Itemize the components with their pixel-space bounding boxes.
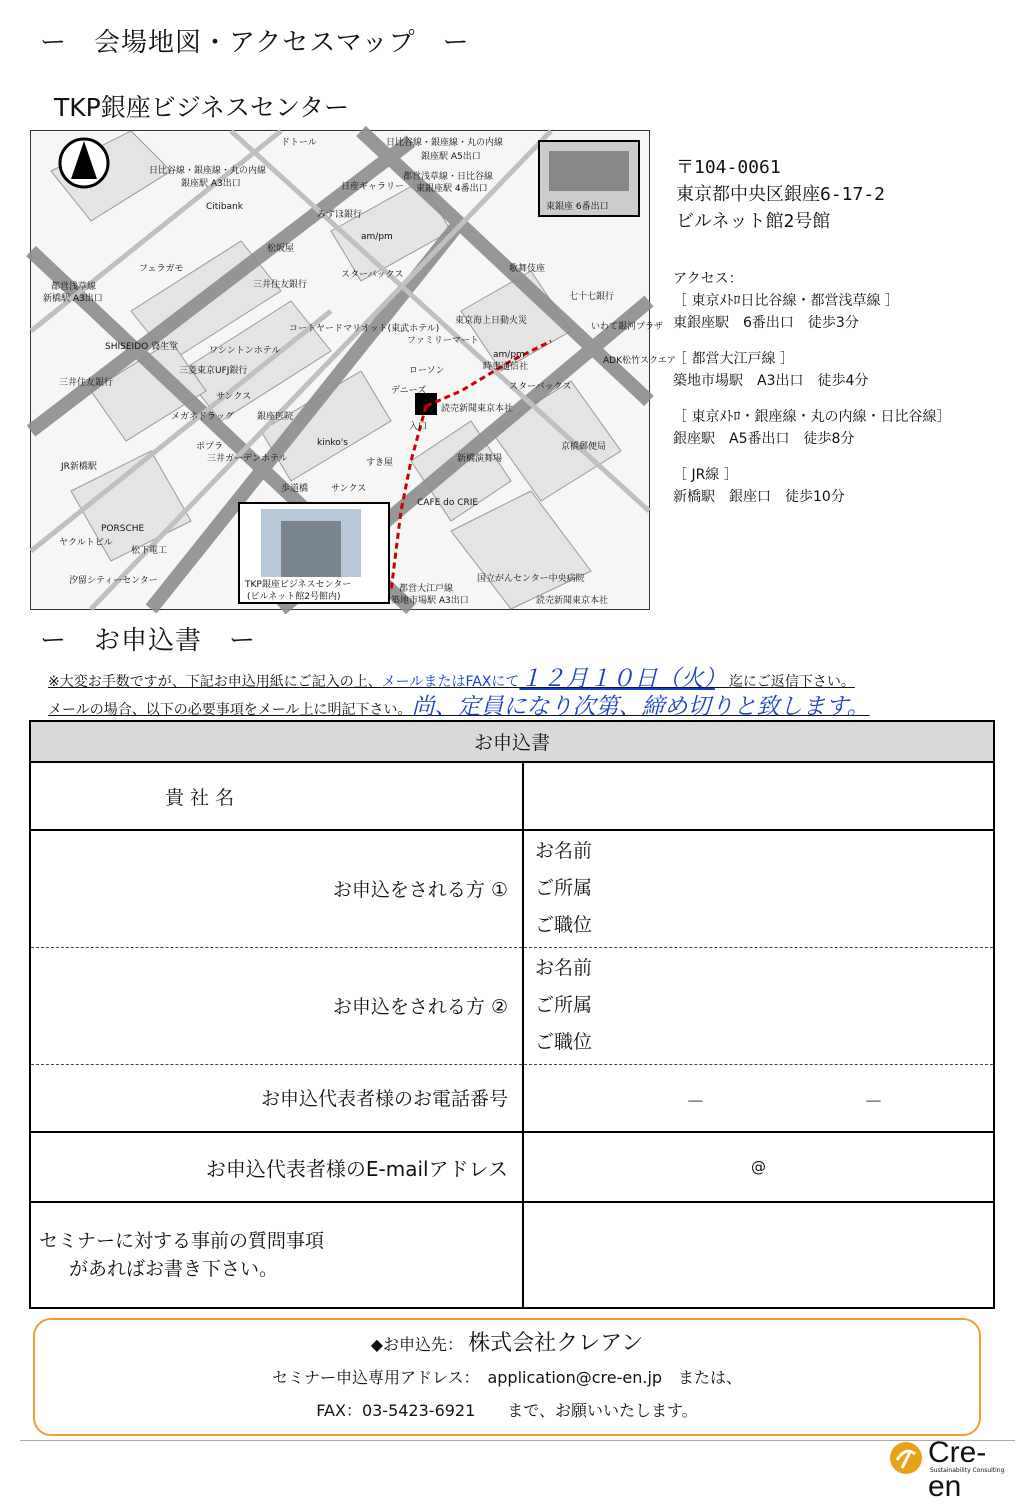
svg-text:銀座医院: 銀座医院	[257, 412, 294, 422]
route-station: 新橋駅 銀座口 徒歩10分	[673, 489, 845, 505]
svg-text:読売新聞東京本社: 読売新聞東京本社	[441, 404, 514, 414]
svg-text:スターバックス: スターバックス	[341, 270, 404, 280]
address-block	[676, 154, 1016, 235]
contact-heading	[35, 1326, 979, 1357]
map-graphic	[31, 131, 676, 609]
svg-text:日産ギャラリー: 日産ギャラリー	[341, 182, 405, 192]
svg-text:ファミリーマート: ファミリーマート	[407, 336, 479, 346]
access-info	[673, 268, 1018, 508]
svg-text:三菱東京UFJ銀行: 三菱東京UFJ銀行	[179, 366, 248, 376]
contact-company: 株式会社クレアン	[468, 1331, 644, 1356]
deadline-date: １２月１０日（火）	[519, 666, 715, 692]
svg-text:東銀座駅 4番出口: 東銀座駅 4番出口	[416, 184, 488, 194]
email-at-sign: @	[751, 1158, 766, 1176]
phone-separator: －	[686, 1090, 706, 1113]
svg-text:サンクス: サンクス	[331, 484, 367, 494]
svg-text:TKP銀座ビジネスセンター: TKP銀座ビジネスセンター	[245, 580, 352, 590]
questions-field[interactable]	[523, 1202, 994, 1308]
svg-text:コートヤードマリオット(東武ホテル): コートヤードマリオット(東武ホテル)	[289, 324, 440, 334]
svg-text:メガネドラッグ: メガネドラッグ	[171, 412, 234, 422]
svg-text:松下電工: 松下電工	[131, 546, 168, 556]
department-field-label: ご所属	[535, 877, 593, 900]
phone-field[interactable]	[523, 1064, 994, 1132]
application-form	[29, 720, 995, 1309]
applicant-1-field[interactable]	[523, 830, 994, 947]
svg-text:スターバックス: スターバックス	[509, 382, 572, 392]
contact-box	[33, 1318, 981, 1436]
form-header: お申込書	[30, 721, 994, 762]
svg-text:サンクス: サンクス	[216, 392, 252, 402]
svg-text:都営浅草線: 都営浅草線	[51, 282, 97, 292]
address-line-2: ビルネット館2号館	[676, 211, 831, 232]
svg-text:歩道橋: 歩道橋	[281, 484, 309, 494]
svg-text:ドトール: ドトール	[281, 138, 317, 148]
svg-text:歌舞伎座: 歌舞伎座	[509, 264, 546, 274]
route-station: 築地市場駅 A3出口 徒歩4分	[673, 373, 869, 389]
svg-text:入口: 入口	[409, 422, 428, 432]
phone-label: お申込代表者様のお電話番号	[30, 1064, 523, 1132]
logo-name: Cre-en	[928, 1436, 987, 1503]
section-title-venue: ー 会場地図・アクセスマップ ー	[40, 28, 470, 58]
svg-text:新橋駅 A3出口: 新橋駅 A3出口	[43, 294, 103, 304]
instruction-note-2	[48, 688, 870, 721]
svg-text:CAFE do CRIE: CAFE do CRIE	[417, 498, 479, 508]
svg-text:SHISEIDO 資生堂: SHISEIDO 資生堂	[105, 342, 179, 352]
svg-text:東京海上日動火災: 東京海上日動火災	[455, 316, 528, 326]
department-field-label: ご所属	[535, 994, 593, 1016]
svg-text:三井ガーデンホテル: 三井ガーデンホテル	[207, 454, 288, 464]
logo-tagline: Sustainability Consulting	[930, 1467, 1005, 1474]
position-field-label: ご職位	[535, 1031, 593, 1053]
route-station: 銀座駅 A5番出口 徒歩8分	[673, 431, 855, 447]
contact-fax-line: FAX：03-5423-6921 まで、お願いいたします。	[316, 1401, 698, 1420]
svg-text:ポプラ: ポプラ	[196, 442, 224, 452]
svg-text:汐留シティーセンター: 汐留シティーセンター	[69, 576, 158, 586]
svg-text:すき屋: すき屋	[366, 458, 394, 468]
questions-label-line-1: セミナーに対する事前の質問事項	[39, 1230, 325, 1252]
route-line: ［ 東京ﾒﾄﾛ日比谷線・都営浅草線 ］	[673, 293, 899, 309]
email-field[interactable]	[523, 1132, 994, 1202]
svg-text:am/pm: am/pm	[361, 232, 393, 242]
applicant-1-label: お申込をされる方 ①	[30, 830, 523, 947]
note1-suffix: 迄にご返信下さい。	[728, 674, 855, 690]
svg-text:PORSCHE: PORSCHE	[101, 524, 145, 534]
logo-mark-icon	[888, 1440, 924, 1476]
capacity-note: 尚、定員になり次第、締め切りと致します。	[411, 694, 870, 720]
svg-text:読売新聞東京本社: 読売新聞東京本社	[536, 596, 609, 606]
svg-text:都営大江戸線: 都営大江戸線	[399, 584, 454, 594]
note1-method: メールまたはFAXにて	[381, 674, 520, 690]
venue-name: TKP銀座ビジネスセンター	[54, 93, 349, 122]
svg-text:kinko's: kinko's	[317, 438, 348, 448]
note2-prefix: メールの場合、以下の必要事項をメール上に明記下さい。	[48, 702, 412, 718]
svg-text:時事通信社: 時事通信社	[483, 362, 529, 372]
svg-text:東銀座 6番出口: 東銀座 6番出口	[546, 202, 609, 212]
name-field-label: お名前	[535, 840, 593, 863]
cre-en-logo	[888, 1436, 1018, 1503]
svg-text:銀座駅 A3出口: 銀座駅 A3出口	[181, 179, 241, 189]
email-label: お申込代表者様のE-mailアドレス	[30, 1132, 523, 1202]
svg-text:都営浅草線・日比谷線: 都営浅草線・日比谷線	[403, 172, 494, 182]
contact-prefix: ◆お申込先：	[370, 1335, 464, 1354]
svg-text:日比谷線・銀座線・丸の内線: 日比谷線・銀座線・丸の内線	[149, 166, 267, 176]
postal-code: 〒104-0061	[676, 157, 781, 178]
route-line: ［ JR線 ］	[673, 467, 738, 483]
svg-text:ローソン: ローソン	[409, 366, 445, 376]
svg-text:ワシントンホテル: ワシントンホテル	[209, 346, 281, 356]
svg-text:フェラガモ: フェラガモ	[139, 264, 184, 274]
applicant-2-label: お申込をされる方 ②	[30, 947, 523, 1064]
svg-text:いわて銀河プラザ: いわて銀河プラザ	[591, 322, 664, 332]
contact-email-line: セミナー申込専用アドレス： application@cre-en.jp または、	[271, 1368, 743, 1387]
svg-text:築地市場駅 A3出口: 築地市場駅 A3出口	[391, 596, 469, 606]
svg-text:三井住友銀行: 三井住友銀行	[253, 280, 308, 290]
section-title-application: ー お申込書 ー	[40, 626, 257, 656]
address-line-1: 東京都中央区銀座6-17-2	[676, 184, 886, 205]
footer-divider	[20, 1440, 1015, 1441]
svg-text:Citibank: Citibank	[206, 202, 243, 212]
route-line: ［ 東京ﾒﾄﾛ・銀座線・丸の内線・日比谷線］	[673, 409, 951, 425]
company-label: 貴 社 名	[30, 762, 523, 830]
svg-text:JR新橋駅: JR新橋駅	[61, 462, 97, 472]
name-field-label: お名前	[535, 957, 593, 979]
phone-separator: －	[864, 1090, 884, 1113]
svg-text:(ビルネット館2号館内): (ビルネット館2号館内)	[247, 592, 341, 602]
applicant-2-field[interactable]	[523, 947, 994, 1064]
position-field-label: ご職位	[535, 914, 593, 937]
route-line: ［ 都営大江戸線 ］	[673, 351, 794, 367]
svg-text:京橋郵便局: 京橋郵便局	[561, 442, 607, 452]
svg-text:国立がんセンター中央病院: 国立がんセンター中央病院	[477, 574, 585, 584]
svg-text:松坂屋: 松坂屋	[267, 244, 295, 254]
access-heading: アクセス：	[673, 271, 743, 287]
questions-label-line-2: があればお書き下さい。	[69, 1258, 279, 1280]
access-map	[30, 130, 676, 610]
svg-text:みずほ銀行: みずほ銀行	[317, 210, 363, 220]
svg-text:am/pm: am/pm	[493, 350, 525, 360]
svg-text:ADK松竹スクエア: ADK松竹スクエア	[603, 356, 676, 366]
route-station: 東銀座駅 6番出口 徒歩3分	[673, 315, 859, 331]
svg-text:日比谷線・銀座線・丸の内線: 日比谷線・銀座線・丸の内線	[386, 138, 504, 148]
company-field[interactable]	[523, 762, 994, 830]
svg-text:デニーズ: デニーズ	[391, 386, 427, 396]
svg-text:三井住友銀行: 三井住友銀行	[59, 378, 114, 388]
questions-label	[30, 1202, 523, 1308]
svg-text:新橋演舞場: 新橋演舞場	[457, 454, 503, 464]
svg-text:ヤクルトビル: ヤクルトビル	[59, 538, 113, 548]
note1-prefix: ※大変お手数ですが、下記お申込用紙にご記入の上、	[48, 674, 382, 690]
svg-text:銀座駅 A5出口: 銀座駅 A5出口	[421, 152, 481, 162]
svg-text:七十七銀行: 七十七銀行	[569, 292, 615, 302]
